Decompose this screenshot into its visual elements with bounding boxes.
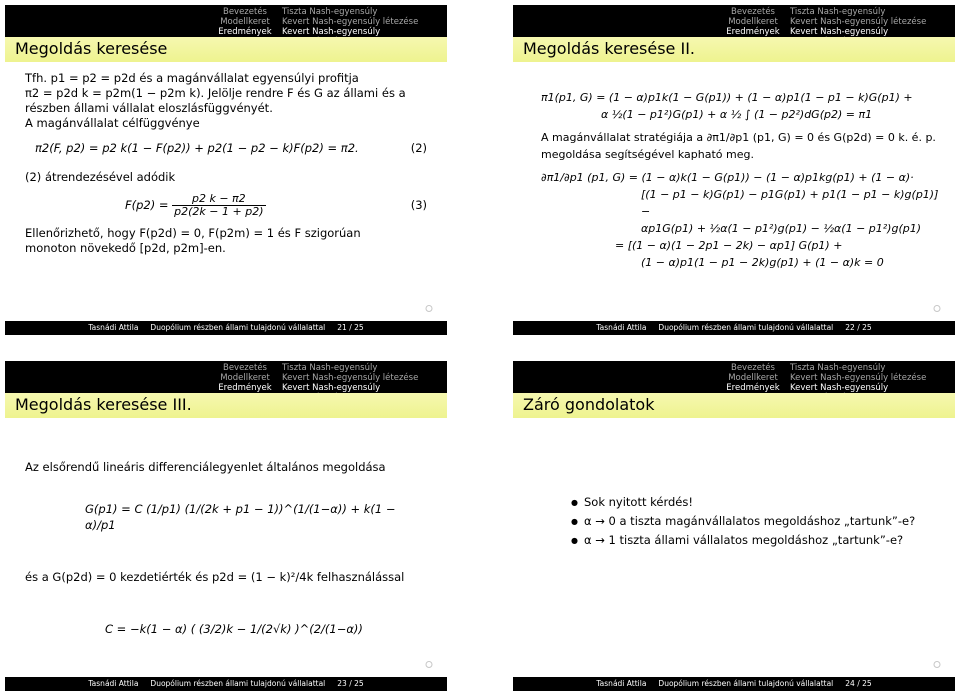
nav-subsection[interactable]: Kevert Nash-egyensúly [282, 383, 381, 393]
bullet-list [559, 495, 935, 548]
nav-section[interactable]: Modellkeret [220, 373, 270, 383]
equation-line: ∂π1/∂p1 (p1, G) = (1 − α)k(1 − G(p1)) − (1 − α)p1kg(p1) + (1 − α)· [541, 171, 914, 184]
nav-bar [5, 5, 447, 37]
nav-bar [513, 361, 955, 393]
slide-body [25, 459, 427, 637]
equation-line: π1(p1, G) = (1 − α)p1k(1 − G(p1)) + (1 − α)p1(1 − p1 − k)G(p1) + [541, 91, 913, 104]
footer: Tasnádi Attila Duopólium részben állami tulajdonú vállalattal 24 / 25 [513, 677, 955, 691]
equation-line: α ½(1 − p1²)G(p1) + α ½ ∫ (1 − p2²)dG(p2) = π1 [601, 108, 873, 121]
text-line: Tfh. p1 = p2 = p2d és a magánvállalat egyensúlyi profitja [25, 71, 359, 85]
text-line: A magánvállalat stratégiája a ∂π1/∂p1 (p1, G) = 0 és G(p2d) = 0 k. é. p. [541, 131, 936, 144]
equation-2: π2(F, p2) = p2 k(1 − F(p2)) + p2(1 − p2 − k)F(p2) = π2. (2) [35, 141, 427, 155]
footer: Tasnádi Attila Duopólium részben állami tulajdonú vállalattal 22 / 25 [513, 321, 955, 335]
nav-section[interactable]: Modellkeret [220, 17, 270, 27]
text-line: megoldása segítségével kapható meg. [541, 148, 754, 161]
text-line: részben állami vállalat eloszlásfüggvényét. [25, 101, 273, 115]
text-line: Ellenőrizhető, hogy F(p2d) = 0, F(p2m) = 1 és F szigorúan [25, 226, 361, 240]
equation-line: [(1 − p1 − k)G(p1) − p1G(p1) + p1(1 − p1 − k)g(p1)] − [641, 188, 939, 218]
slide-22 [513, 5, 955, 335]
nav-subsection[interactable]: Tiszta Nash-egyensúly [282, 363, 378, 373]
footer: Tasnádi Attila Duopólium részben állami tulajdonú vállalattal 21 / 25 [5, 321, 447, 335]
equation-line: G(p1) = C (1/p1) (1/(2k + p1 − 1))^(1/(1−α)) + k(1 − α)/p1 [85, 502, 396, 532]
beamer-nav-icon[interactable] [423, 304, 435, 313]
nav-subsection[interactable]: Kevert Nash-egyensúly létezése [790, 373, 927, 383]
equation-line: = [(1 − α)(1 − 2p1 − 2k) − αp1] G(p1) + [615, 239, 843, 252]
slide-title: Megoldás keresése II. [523, 39, 695, 58]
slide-24 [513, 361, 955, 691]
nav-subsection[interactable]: Kevert Nash-egyensúly létezése [282, 17, 419, 27]
slide-title: Megoldás keresése III. [15, 395, 192, 414]
text-line: (2) átrendezésével adódik [25, 170, 176, 184]
slide-title: Záró gondolatok [523, 395, 655, 414]
equation-line: αp1G(p1) + ½α(1 − p1²)g(p1) − ½α(1 − p1²)g(p1) [641, 222, 922, 235]
text-line: A magánvállalat célfüggvénye [25, 116, 200, 130]
slide-body [25, 71, 427, 256]
text-line: és a G(p2d) = 0 kezdetiérték és p2d = (1 − k)²/4k felhasználással [25, 570, 405, 584]
list-item: ● α → 0 a tiszta magánvállalatos megoldáshoz „tartunk”-e? [571, 514, 935, 529]
beamer-nav-icon[interactable] [931, 660, 943, 669]
nav-section[interactable]: Bevezetés [730, 363, 775, 373]
beamer-nav-icon[interactable] [423, 660, 435, 669]
nav-subsection[interactable]: Kevert Nash-egyensúly [790, 383, 889, 393]
slide-body [559, 491, 935, 552]
nav-section[interactable]: Eredmények [218, 27, 272, 37]
nav-section[interactable]: Eredmények [218, 383, 272, 393]
nav-subsection[interactable]: Tiszta Nash-egyensúly [790, 363, 886, 373]
nav-section[interactable]: Bevezetés [222, 363, 267, 373]
nav-section[interactable]: Bevezetés [730, 7, 775, 17]
list-item: ● α → 1 tiszta állami vállalatos megoldáshoz „tartunk”-e? [571, 533, 935, 548]
nav-section[interactable]: Modellkeret [728, 373, 778, 383]
list-item: ● Sok nyitott kérdés! [571, 495, 935, 510]
slide-21 [5, 5, 447, 335]
equation-line: (1 − α)p1(1 − p1 − 2k)g(p1) + (1 − α)k = 0 [641, 256, 884, 269]
nav-subsection[interactable]: Kevert Nash-egyensúly létezése [790, 17, 927, 27]
equation-line: C = −k(1 − α) ( (3/2)k − 1/(2√k) )^(2/(1−α)) [105, 622, 363, 636]
slide-title: Megoldás keresése [15, 39, 168, 58]
text-line: Az elsőrendű lineáris differenciálegyenlet általános megoldása [25, 460, 386, 474]
nav-subsection[interactable]: Tiszta Nash-egyensúly [790, 7, 886, 17]
nav-bar [513, 5, 955, 37]
nav-subsection[interactable]: Kevert Nash-egyensúly létezése [282, 373, 419, 383]
nav-subsection[interactable]: Tiszta Nash-egyensúly [282, 7, 378, 17]
beamer-nav-icon[interactable] [931, 304, 943, 313]
nav-section[interactable]: Modellkeret [728, 17, 778, 27]
nav-bar [5, 361, 447, 393]
nav-subsection[interactable]: Kevert Nash-egyensúly [282, 27, 381, 37]
nav-section[interactable]: Eredmények [726, 27, 780, 37]
nav-section[interactable]: Eredmények [726, 383, 780, 393]
slide-23 [5, 361, 447, 691]
text-line: π2 = p2d k = p2m(1 − p2m k). Jelölje rendre F és G az állami és a [25, 86, 406, 100]
text-line: monoton növekedő [p2d, p2m]-en. [25, 241, 226, 255]
nav-section[interactable]: Bevezetés [222, 7, 267, 17]
nav-subsection[interactable]: Kevert Nash-egyensúly [790, 27, 889, 37]
equation-3: F(p2) = $\frac{p2 k - \pi 2}{p2(2k - 1 + p2)}$ (3) [125, 192, 427, 218]
slide-body [541, 89, 947, 271]
footer: Tasnádi Attila Duopólium részben állami tulajdonú vállalattal 23 / 25 [5, 677, 447, 691]
